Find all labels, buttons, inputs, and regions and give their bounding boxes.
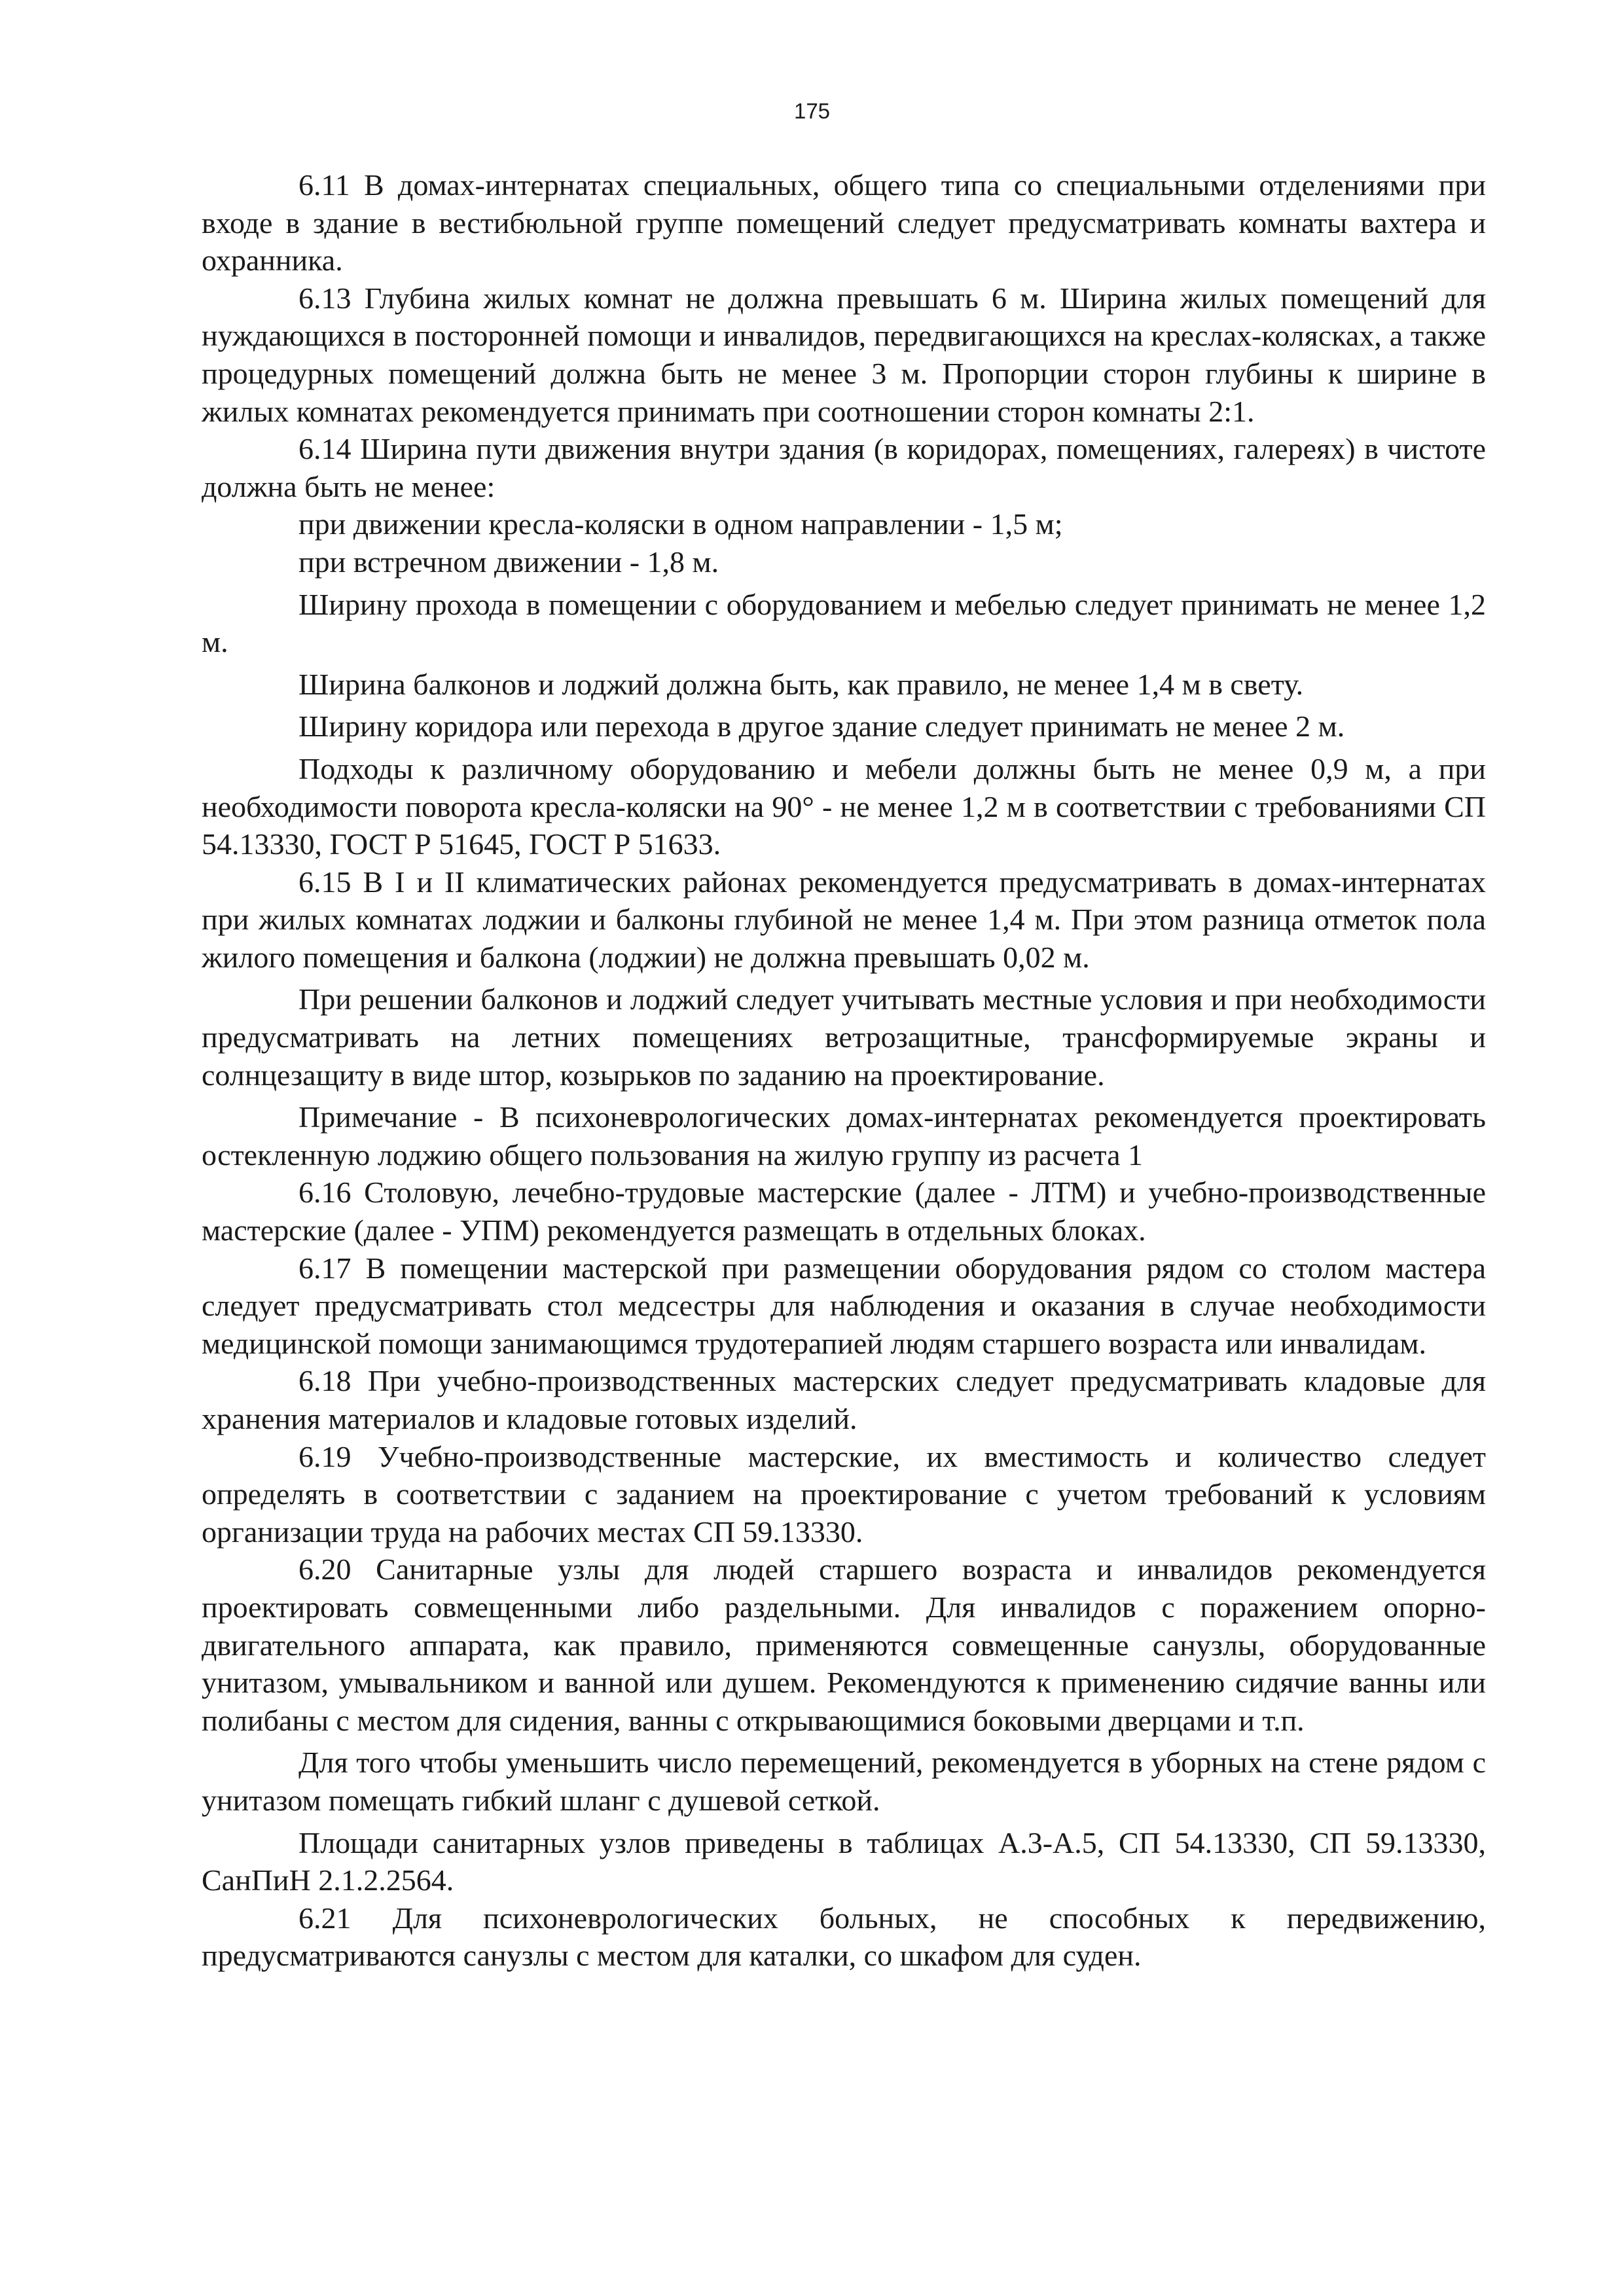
paragraph-balcony-width: Ширина балконов и лоджий должна быть, как правило, не менее 1,4 м в свету.: [298, 667, 1304, 701]
paragraph-equipment-approaches: Подходы к различному оборудованию и мебели должны быть не менее 0,9 м, а при необходимости поворота кресла-коляски на 90° - не менее 1,2 м в соответствии с требованиями СП 54.13330, ГОСТ Р 51645, ГОСТ Р 51633.: [202, 751, 1486, 861]
paragraph-6-20: 6.20 Санитарные узлы для людей старшего возраста и инвалидов рекомендуется проектировать совмещенными либо раздельными. Для инвалидов с поражением опорно-двигательного аппарата, как правило, применяются совмещенные санузлы, оборудованные унитазом, умывальником и ванной или душем. Рекомендуются к применению сидячие ванны или полибаны с местом для сидения, ванны с открывающимися боковыми дверцами и т.п.: [202, 1552, 1486, 1737]
paragraph-sanitary-areas: Площади санитарных узлов приведены в таблицах А.3-А.5, СП 54.13330, СП 59.13330, СанПиН 2.1.2.2564.: [202, 1825, 1486, 1897]
paragraph-6-19: 6.19 Учебно-производственные мастерские, их вместимость и количество следует определять в соответствии с заданием на проектирование с учетом требований к условиям организации труда на рабочих местах СП 59.13330.: [202, 1439, 1486, 1549]
list-item-oncoming: при встречном движении - 1,8 м.: [298, 545, 719, 579]
paragraph-note: Примечание - В психоневрологических домах-интернатах рекомендуется проектировать остекленную лоджию общего пользования на жилую группу из расчета 1: [202, 1100, 1486, 1172]
paragraph-6-21: 6.21 Для психоневрологических больных, не способных к передвижению, предусматриваются санузлы с местом для каталки, со шкафом для суден.: [202, 1901, 1486, 1973]
paragraph-6-13: 6.13 Глубина жилых комнат не должна превышать 6 м. Ширина жилых помещений для нуждающихся в посторонней помощи и инвалидов, передвигающихся на креслах-колясках, а также процедурных помещений должна быть не менее 3 м. Пропорции сторон глубины к ширине в жилых комнатах рекомендуется принимать при соотношении сторон комнаты 2:1.: [202, 281, 1486, 428]
page-number: 175: [793, 99, 831, 123]
paragraph-6-15: 6.15 В I и II климатических районах рекомендуется предусматривать в домах-интернатах при жилых комнатах лоджии и балконы глубиной не менее 1,4 м. При этом разница отметок пола жилого помещения и балкона (лоджии) не должна превышать 0,02 м.: [202, 865, 1486, 974]
paragraph-6-16: 6.16 Столовую, лечебно-трудовые мастерские (далее - ЛТМ) и учебно-производственные мастерские (далее - УПМ) рекомендуется размещать в отдельных блоках.: [202, 1175, 1486, 1247]
paragraph-corridor-width: Ширину коридора или перехода в другое здание следует принимать не менее 2 м.: [298, 709, 1345, 744]
paragraph-balcony-solutions: При решении балконов и лоджий следует учитывать местные условия и при необходимости предусматривать на летних помещениях ветрозащитные, трансформируемые экраны и солнцезащиту в виде штор, козырьков по заданию на проектирование.: [202, 982, 1486, 1092]
paragraph-6-17: 6.17 В помещении мастерской при размещении оборудования рядом со столом мастера следует предусматривать стол медсестры для наблюдения и оказания в случае необходимости медицинской помощи занимающимся трудотерапией людям старшего возраста или инвалидам.: [202, 1251, 1486, 1360]
list-item-one-direction: при движении кресла-коляски в одном направлении - 1,5 м;: [298, 507, 1063, 541]
paragraph-passage-width: Ширину прохода в помещении с оборудованием и мебелью следует принимать не менее 1,2 м.: [202, 587, 1486, 659]
paragraph-6-14: 6.14 Ширина пути движения внутри здания (в коридорах, помещениях, галереях) в чистоте должна быть не менее:: [202, 432, 1486, 503]
paragraph-6-18: 6.18 При учебно-производственных мастерских следует предусматривать кладовые для хранения материалов и кладовые готовых изделий.: [202, 1364, 1486, 1435]
paragraph-shower-hose: Для того чтобы уменьшить число перемещений, рекомендуется в уборных на стене рядом с унитазом помещать гибкий шланг с душевой сеткой.: [202, 1746, 1486, 1817]
paragraph-6-11: 6.11 В домах-интернатах специальных, общего типа со специальными отделениями при входе в здание в вестибюльной группе помещений следует предусматривать комнаты вахтера и охранника.: [202, 168, 1486, 278]
body-text: [202, 166, 1486, 1975]
